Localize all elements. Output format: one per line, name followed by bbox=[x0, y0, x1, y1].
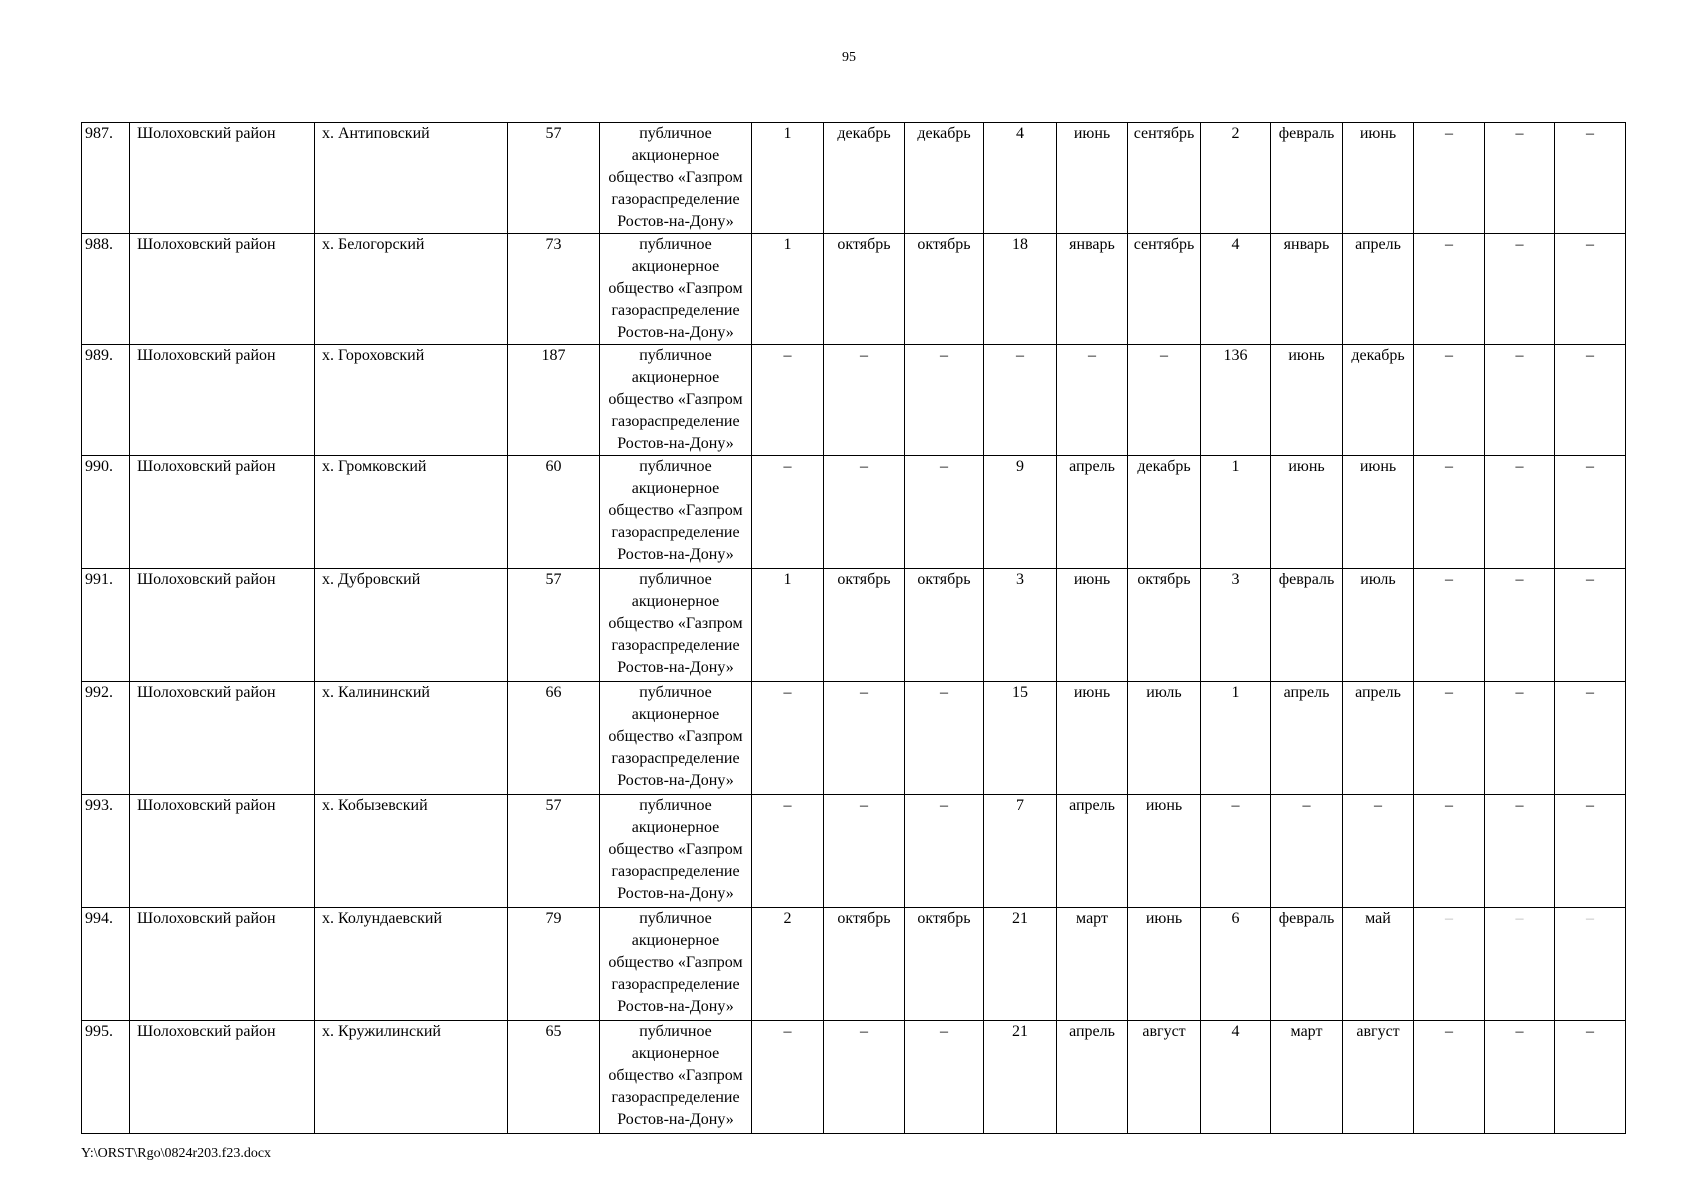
table-row bbox=[82, 569, 1626, 682]
row-number: 993. bbox=[82, 795, 130, 908]
stage4-start-cell: – bbox=[1485, 234, 1555, 345]
settlement-cell: х. Белогорский bbox=[315, 234, 508, 345]
district-cell: Шолоховский район bbox=[130, 569, 315, 682]
stage4-start-cell: – bbox=[1485, 795, 1555, 908]
stage4-end-cell: – bbox=[1555, 345, 1626, 456]
stage4-end-cell: – bbox=[1555, 795, 1626, 908]
stage3-start-cell: апрель bbox=[1271, 682, 1343, 795]
stage4-count-cell: – bbox=[1414, 569, 1485, 682]
settlement-cell: х. Колундаевский bbox=[315, 908, 508, 1021]
organization-cell: публичное акционерное общество «Газпром газораспределение Ростов-на-Дону» bbox=[600, 234, 752, 345]
stage1-start-cell: – bbox=[824, 1021, 905, 1134]
stage1-end-cell: – bbox=[905, 456, 984, 569]
organization-cell: публичное акционерное общество «Газпром газораспределение Ростов-на-Дону» bbox=[600, 795, 752, 908]
stage1-count-cell: 1 bbox=[752, 569, 824, 682]
stage1-count-cell: 1 bbox=[752, 234, 824, 345]
households-count-cell: 79 bbox=[508, 908, 600, 1021]
households-count-cell: 57 bbox=[508, 795, 600, 908]
stage3-end-cell: декабрь bbox=[1343, 345, 1414, 456]
table-row bbox=[82, 345, 1626, 456]
stage1-start-cell: декабрь bbox=[824, 123, 905, 234]
stage2-end-cell: июнь bbox=[1128, 795, 1201, 908]
table-row bbox=[82, 234, 1626, 345]
stage2-count-cell: 21 bbox=[984, 1021, 1057, 1134]
stage2-start-cell: апрель bbox=[1057, 1021, 1128, 1134]
stage1-count-cell: – bbox=[752, 1021, 824, 1134]
stage1-end-cell: – bbox=[905, 345, 984, 456]
stage3-start-cell: март bbox=[1271, 1021, 1343, 1134]
stage3-end-cell: июль bbox=[1343, 569, 1414, 682]
stage4-start-cell: – bbox=[1485, 908, 1555, 1021]
stage1-start-cell: – bbox=[824, 345, 905, 456]
stage4-start-cell: – bbox=[1485, 345, 1555, 456]
table-row bbox=[82, 123, 1626, 234]
settlement-cell: х. Кобызевский bbox=[315, 795, 508, 908]
organization-cell: публичное акционерное общество «Газпром газораспределение Ростов-на-Дону» bbox=[600, 682, 752, 795]
settlement-cell: х. Калининский bbox=[315, 682, 508, 795]
stage3-count-cell: 4 bbox=[1201, 234, 1271, 345]
stage2-start-cell: март bbox=[1057, 908, 1128, 1021]
stage1-count-cell: 1 bbox=[752, 123, 824, 234]
households-count-cell: 66 bbox=[508, 682, 600, 795]
settlement-cell: х. Дубровский bbox=[315, 569, 508, 682]
settlement-cell: х. Антиповский bbox=[315, 123, 508, 234]
page-number: 95 bbox=[842, 50, 856, 65]
footer-file-path: Y:\ORST\Rgo\0824r203.f23.docx bbox=[81, 1146, 272, 1161]
stage2-end-cell: июль bbox=[1128, 682, 1201, 795]
stage1-end-cell: декабрь bbox=[905, 123, 984, 234]
stage2-end-cell: июнь bbox=[1128, 908, 1201, 1021]
stage1-end-cell: октябрь bbox=[905, 908, 984, 1021]
row-number: 988. bbox=[82, 234, 130, 345]
stage2-count-cell: 18 bbox=[984, 234, 1057, 345]
table-row bbox=[82, 908, 1626, 1021]
stage4-count-cell: – bbox=[1414, 682, 1485, 795]
stage3-end-cell: июнь bbox=[1343, 456, 1414, 569]
stage1-count-cell: – bbox=[752, 682, 824, 795]
stage3-count-cell: 1 bbox=[1201, 456, 1271, 569]
stage1-end-cell: октябрь bbox=[905, 569, 984, 682]
stage2-start-cell: июнь bbox=[1057, 123, 1128, 234]
stage1-count-cell: – bbox=[752, 345, 824, 456]
stage2-count-cell: 9 bbox=[984, 456, 1057, 569]
district-cell: Шолоховский район bbox=[130, 234, 315, 345]
stage3-end-cell: апрель bbox=[1343, 682, 1414, 795]
stage4-end-cell: – bbox=[1555, 569, 1626, 682]
stage4-start-cell: – bbox=[1485, 456, 1555, 569]
stage1-start-cell: – bbox=[824, 795, 905, 908]
stage3-count-cell: 136 bbox=[1201, 345, 1271, 456]
stage1-end-cell: – bbox=[905, 682, 984, 795]
stage2-count-cell: 3 bbox=[984, 569, 1057, 682]
organization-cell: публичное акционерное общество «Газпром газораспределение Ростов-на-Дону» bbox=[600, 569, 752, 682]
stage3-start-cell: февраль bbox=[1271, 908, 1343, 1021]
stage3-end-cell: август bbox=[1343, 1021, 1414, 1134]
stage1-start-cell: октябрь bbox=[824, 569, 905, 682]
table-row bbox=[82, 456, 1626, 569]
stage1-start-cell: – bbox=[824, 682, 905, 795]
stage4-start-cell: – bbox=[1485, 123, 1555, 234]
stage1-start-cell: – bbox=[824, 456, 905, 569]
stage3-start-cell: февраль bbox=[1271, 569, 1343, 682]
stage2-end-cell: октябрь bbox=[1128, 569, 1201, 682]
stage1-end-cell: октябрь bbox=[905, 234, 984, 345]
stage3-start-cell: июнь bbox=[1271, 345, 1343, 456]
stage3-end-cell: май bbox=[1343, 908, 1414, 1021]
stage1-start-cell: октябрь bbox=[824, 234, 905, 345]
households-count-cell: 57 bbox=[508, 123, 600, 234]
households-count-cell: 57 bbox=[508, 569, 600, 682]
row-number: 987. bbox=[82, 123, 130, 234]
stage2-end-cell: август bbox=[1128, 1021, 1201, 1134]
stage2-start-cell: апрель bbox=[1057, 795, 1128, 908]
households-count-cell: 187 bbox=[508, 345, 600, 456]
organization-cell: публичное акционерное общество «Газпром газораспределение Ростов-на-Дону» bbox=[600, 1021, 752, 1134]
district-cell: Шолоховский район bbox=[130, 795, 315, 908]
stage3-start-cell: февраль bbox=[1271, 123, 1343, 234]
stage4-end-cell: – bbox=[1555, 1021, 1626, 1134]
stage2-end-cell: декабрь bbox=[1128, 456, 1201, 569]
stage1-end-cell: – bbox=[905, 1021, 984, 1134]
stage4-start-cell: – bbox=[1485, 569, 1555, 682]
stage2-end-cell: сентябрь bbox=[1128, 123, 1201, 234]
stage2-start-cell: июнь bbox=[1057, 682, 1128, 795]
stage2-start-cell: апрель bbox=[1057, 456, 1128, 569]
stage4-end-cell: – bbox=[1555, 123, 1626, 234]
stage1-count-cell: – bbox=[752, 456, 824, 569]
stage4-count-cell: – bbox=[1414, 456, 1485, 569]
stage4-end-cell: – bbox=[1555, 456, 1626, 569]
stage3-count-cell: 3 bbox=[1201, 569, 1271, 682]
stage2-count-cell: 21 bbox=[984, 908, 1057, 1021]
stage2-count-cell: 4 bbox=[984, 123, 1057, 234]
district-cell: Шолоховский район bbox=[130, 682, 315, 795]
stage4-count-cell: – bbox=[1414, 795, 1485, 908]
stage1-count-cell: 2 bbox=[752, 908, 824, 1021]
households-count-cell: 73 bbox=[508, 234, 600, 345]
row-number: 990. bbox=[82, 456, 130, 569]
stage2-count-cell: 7 bbox=[984, 795, 1057, 908]
district-cell: Шолоховский район bbox=[130, 123, 315, 234]
stage4-count-cell: – bbox=[1414, 345, 1485, 456]
stage4-count-cell: – bbox=[1414, 234, 1485, 345]
row-number: 995. bbox=[82, 1021, 130, 1134]
stage2-start-cell: январь bbox=[1057, 234, 1128, 345]
stage2-start-cell: июнь bbox=[1057, 569, 1128, 682]
stage1-start-cell: октябрь bbox=[824, 908, 905, 1021]
organization-cell: публичное акционерное общество «Газпром газораспределение Ростов-на-Дону» bbox=[600, 908, 752, 1021]
stage1-count-cell: – bbox=[752, 795, 824, 908]
row-number: 994. bbox=[82, 908, 130, 1021]
row-number: 989. bbox=[82, 345, 130, 456]
stage2-end-cell: сентябрь bbox=[1128, 234, 1201, 345]
stage4-count-cell: – bbox=[1414, 908, 1485, 1021]
district-cell: Шолоховский район bbox=[130, 908, 315, 1021]
stage3-count-cell: 2 bbox=[1201, 123, 1271, 234]
stage4-start-cell: – bbox=[1485, 682, 1555, 795]
organization-cell: публичное акционерное общество «Газпром газораспределение Ростов-на-Дону» bbox=[600, 456, 752, 569]
households-count-cell: 60 bbox=[508, 456, 600, 569]
stage1-end-cell: – bbox=[905, 795, 984, 908]
stage2-end-cell: – bbox=[1128, 345, 1201, 456]
stage2-count-cell: 15 bbox=[984, 682, 1057, 795]
stage3-count-cell: – bbox=[1201, 795, 1271, 908]
settlement-cell: х. Кружилинский bbox=[315, 1021, 508, 1134]
stage4-count-cell: – bbox=[1414, 1021, 1485, 1134]
table-row bbox=[82, 1021, 1626, 1134]
organization-cell: публичное акционерное общество «Газпром газораспределение Ростов-на-Дону» bbox=[600, 345, 752, 456]
organization-cell: публичное акционерное общество «Газпром газораспределение Ростов-на-Дону» bbox=[600, 123, 752, 234]
table-row bbox=[82, 682, 1626, 795]
stage4-end-cell: – bbox=[1555, 234, 1626, 345]
stage2-start-cell: – bbox=[1057, 345, 1128, 456]
stage3-end-cell: апрель bbox=[1343, 234, 1414, 345]
stage3-count-cell: 1 bbox=[1201, 682, 1271, 795]
row-number: 991. bbox=[82, 569, 130, 682]
stage3-end-cell: июнь bbox=[1343, 123, 1414, 234]
settlement-cell: х. Громковский bbox=[315, 456, 508, 569]
settlement-cell: х. Гороховский bbox=[315, 345, 508, 456]
stage3-count-cell: 6 bbox=[1201, 908, 1271, 1021]
stage4-end-cell: – bbox=[1555, 682, 1626, 795]
stage4-start-cell: – bbox=[1485, 1021, 1555, 1134]
stage3-end-cell: – bbox=[1343, 795, 1414, 908]
stage3-start-cell: – bbox=[1271, 795, 1343, 908]
gasification-schedule-table bbox=[81, 122, 1626, 1134]
table-row bbox=[82, 795, 1626, 908]
stage2-count-cell: – bbox=[984, 345, 1057, 456]
district-cell: Шолоховский район bbox=[130, 456, 315, 569]
district-cell: Шолоховский район bbox=[130, 345, 315, 456]
stage3-start-cell: январь bbox=[1271, 234, 1343, 345]
stage4-end-cell: – bbox=[1555, 908, 1626, 1021]
stage3-start-cell: июнь bbox=[1271, 456, 1343, 569]
households-count-cell: 65 bbox=[508, 1021, 600, 1134]
stage4-count-cell: – bbox=[1414, 123, 1485, 234]
stage3-count-cell: 4 bbox=[1201, 1021, 1271, 1134]
row-number: 992. bbox=[82, 682, 130, 795]
district-cell: Шолоховский район bbox=[130, 1021, 315, 1134]
